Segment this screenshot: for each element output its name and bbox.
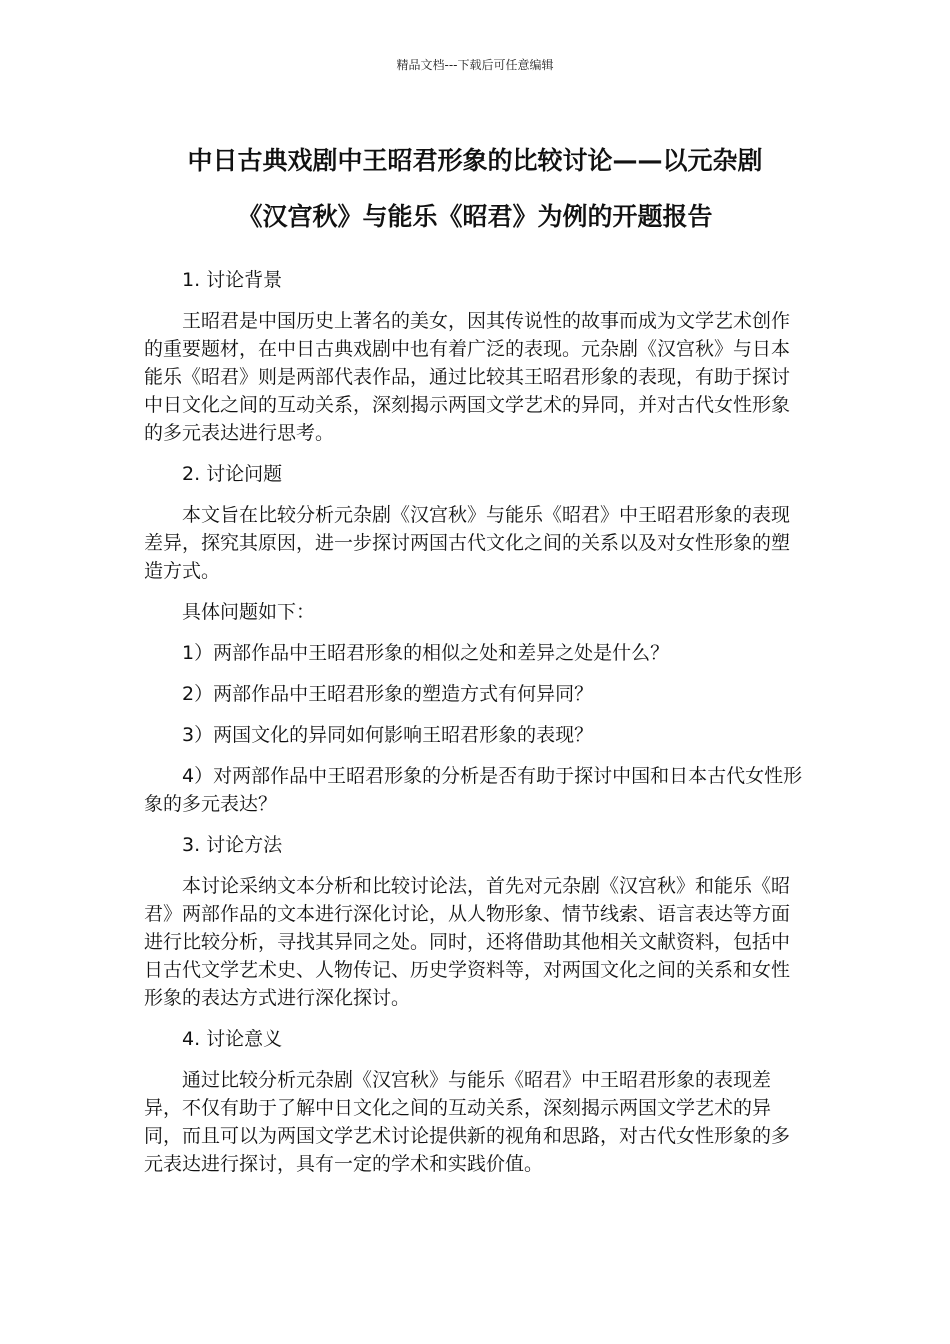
document-body xyxy=(144,266,808,1191)
question-item-4: 4）对两部作品中王昭君形象的分析是否有助于探讨中国和日本古代女性形象的多元表达？ xyxy=(144,765,803,815)
section-heading-questions: 2. 讨论问题 xyxy=(182,463,283,485)
paragraph-significance: 通过比较分析元杂剧《汉宫秋》与能乐《昭君》中王昭君形象的表现差异，不仅有助于了解中日文化之间的互动关系，深刻揭示两国文学艺术的异同，而且可以为两国文学艺术讨论提供新的视角和思路，对古代女性形象的多元表达进行探讨，具有一定的学术和实践价值。 xyxy=(144,1069,791,1175)
title-line-2: 《汉宫秋》与能乐《昭君》为例的开题报告 xyxy=(237,202,713,231)
paragraph-background: 王昭君是中国历史上著名的美女，因其传说性的故事而成为文学艺术创作的重要题材，在中日古典戏剧中也有着广泛的表现。元杂剧《汉宫秋》与日本能乐《昭君》则是两部代表作品，通过比较其王昭君形象的表现，有助于探讨中日文化之间的互动关系，深刻揭示两国文学艺术的异同，并对古代女性形象的多元表达进行思考。 xyxy=(144,310,791,444)
question-item-1: 1）两部作品中王昭君形象的相似之处和差异之处是什么？ xyxy=(182,642,670,664)
document-title xyxy=(140,133,810,245)
paragraph-method: 本讨论采纳文本分析和比较讨论法，首先对元杂剧《汉宫秋》和能乐《昭君》两部作品的文本进行深化讨论，从人物形象、情节线索、语言表达等方面进行比较分析，寻找其异同之处。同时，还将借助其他相关文献资料，包括中日古代文学艺术史、人物传记、历史学资料等，对两国文化之间的关系和女性形象的表达方式进行深化探讨。 xyxy=(144,875,791,1009)
section-heading-significance: 4. 讨论意义 xyxy=(182,1028,283,1050)
header-note: 精品文档---下载后可任意编辑 xyxy=(396,58,554,72)
question-item-3: 3）两国文化的异同如何影响王昭君形象的表现？ xyxy=(182,724,594,746)
section-heading-background: 1. 讨论背景 xyxy=(182,269,283,291)
title-line-1: 中日古典戏剧中王昭君形象的比较讨论——以元杂剧 xyxy=(187,146,763,175)
paragraph-questions: 本文旨在比较分析元杂剧《汉宫秋》与能乐《昭君》中王昭君形象的表现差异，探究其原因，进一步探讨两国古代文化之间的关系以及对女性形象的塑造方式。 xyxy=(144,504,791,582)
questions-intro: 具体问题如下： xyxy=(182,601,316,623)
question-item-2: 2）两部作品中王昭君形象的塑造方式有何异同？ xyxy=(182,683,594,705)
section-heading-method: 3. 讨论方法 xyxy=(182,834,283,856)
